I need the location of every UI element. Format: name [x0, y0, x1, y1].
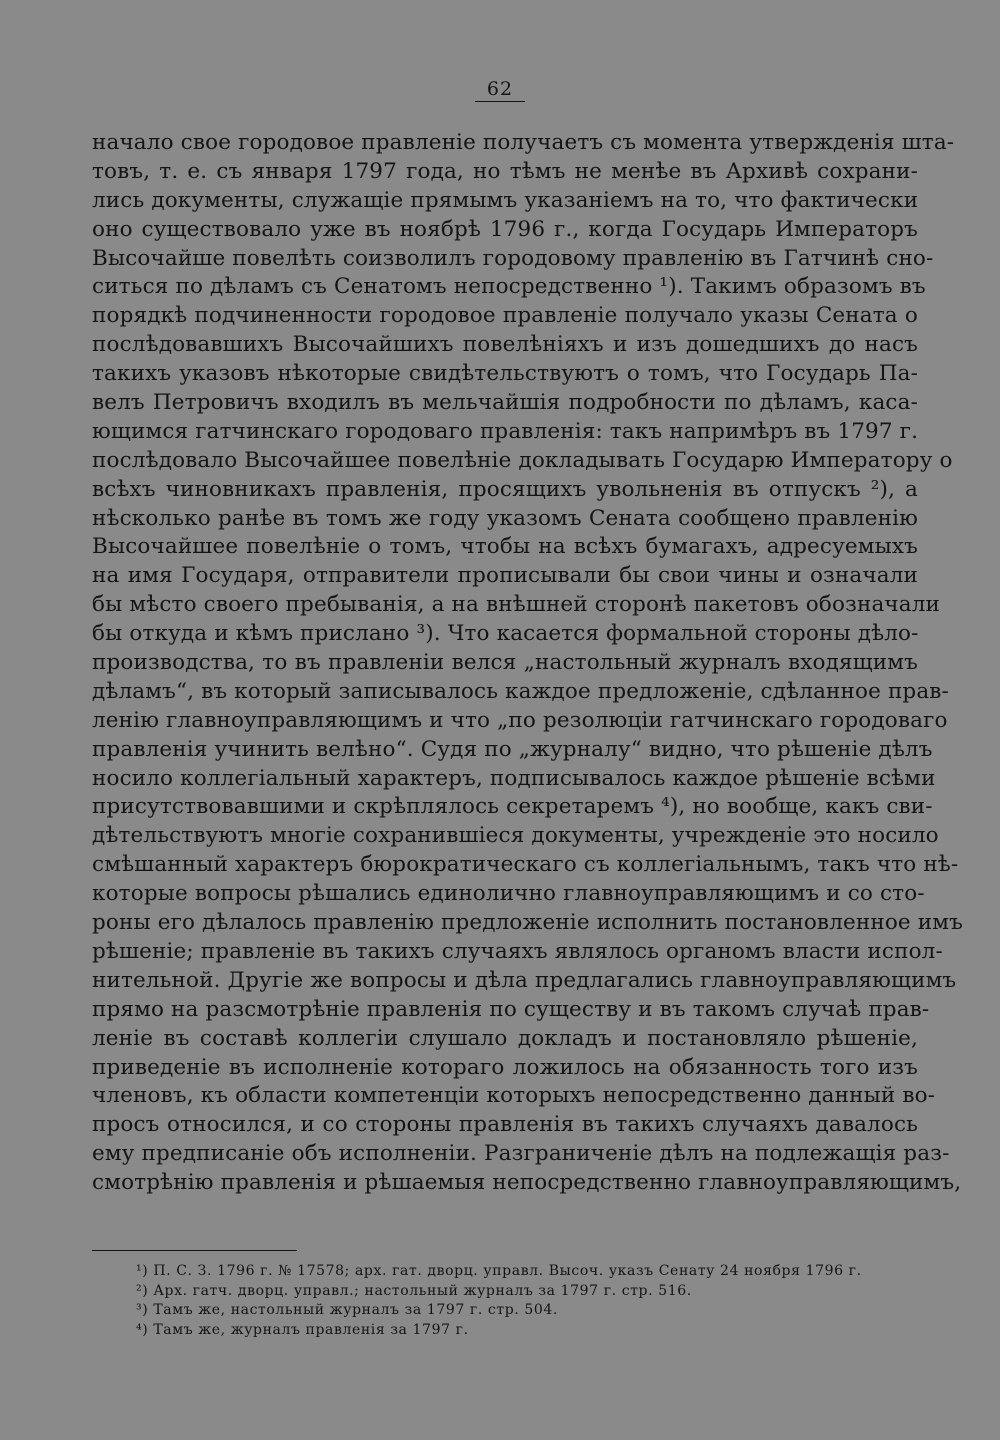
text-line: порядкѣ подчиненности городовое правленіе получало указы Сената о: [92, 303, 918, 329]
text-line: ситься по дѣламъ съ Сенатомъ непосредственно ¹). Такимъ образомъ въ: [92, 274, 926, 300]
text-line: нѣсколько ранѣе въ томъ же году указомъ Сената сообщено правленію: [92, 505, 918, 531]
text-line: смотрѣнію правленія и рѣшаемыя непосредственно главноуправляющимъ,: [92, 1170, 962, 1196]
body-text: [92, 129, 963, 1198]
text-line: Высочайше повелѣть соизволилъ городовому правленію въ Гатчинѣ сно-: [92, 245, 934, 271]
text-line: рѣшеніе; правленіе въ такихъ случаяхъ являлось органомъ власти испол-: [92, 938, 943, 964]
text-line: правленія учинить велѣно“. Судя по „журналу“ видно, что рѣшеніе дѣлъ: [92, 736, 933, 762]
text-line: бы мѣсто своего пребыванія, а на внѣшней сторонѣ пакетовъ обозначали: [92, 592, 941, 618]
text-line: начало свое городовое правленіе получаетъ съ момента утвержденія шта-: [92, 130, 955, 155]
page-number: 62: [0, 78, 1000, 100]
footnote: ³) Тамъ же, настольный журналъ за 1797 г. стр. 504.: [136, 1302, 558, 1318]
text-line: просъ относился, и со стороны правленія въ такихъ случаяхъ давалось: [92, 1112, 918, 1138]
text-line: послѣдовало Высочайшее повелѣніе докладывать Государю Императору о: [92, 447, 953, 473]
text-line: дѣтельствуютъ многіе сохранившіеся документы, учрежденіе это носило: [92, 823, 939, 849]
text-line: ющимся гатчинскаго городоваго правленія: такъ напримѣръ въ 1797 г.: [92, 418, 919, 444]
text-line: велъ Петровичъ входилъ въ мельчайшія подробности по дѣламъ, каса-: [92, 390, 918, 416]
text-line: леніе въ составѣ коллегіи слушало докладъ и постановляло рѣшеніе,: [92, 1025, 918, 1051]
text-line: ленію главноуправляющимъ и что „по резолюціи гатчинскаго городоваго: [92, 707, 948, 733]
text-line: смѣшанный характеръ бюрократическаго съ коллегіальнымъ, такъ что нѣ-: [92, 852, 959, 878]
text-line: всѣхъ чиновникахъ правленія, просящихъ увольненія въ отпускъ ²), а: [92, 476, 918, 502]
text-line: товъ, т. е. съ января 1797 года, но тѣмъ не менѣе въ Архивѣ сохрани-: [92, 158, 918, 184]
text-line: которые вопросы рѣшались единолично главноуправляющимъ и со сто-: [92, 881, 925, 907]
text-line: нительной. Другіе же вопросы и дѣла предлагались главноуправляющимъ: [92, 967, 957, 993]
text-line: лись документы, служащіе прямымъ указаніемъ на то, что фактически: [92, 187, 919, 213]
text-line: носило коллегіальный характеръ, подписывалось каждое рѣшеніе всѣми: [92, 765, 936, 791]
text-line: ему предписаніе объ исполненіи. Разграниченіе дѣлъ на подлежащія раз-: [92, 1141, 950, 1167]
footnotes: [136, 1262, 896, 1340]
text-line: присутствовавшими и скрѣплялось секретаремъ ⁴), но вообще, какъ сви-: [92, 794, 933, 820]
text-line: послѣдовавшихъ Высочайшихъ повелѣніяхъ и изъ дошедшихъ до насъ: [92, 332, 918, 358]
text-line: прямо на разсмотрѣніе правленія по существу и въ такомъ случаѣ прав-: [92, 996, 930, 1022]
text-line: производства, то въ правленіи велся „настольный журналъ входящимъ: [92, 650, 918, 676]
text-line: бы откуда и кѣмъ прислано ³). Что касается формальной стороны дѣло-: [92, 621, 919, 647]
text-line: на имя Государя, отправители прописывали бы свои чины и означали: [92, 563, 918, 589]
text-line: такихъ указовъ нѣкоторые свидѣтельствуютъ о томъ, что Государь Па-: [92, 361, 918, 387]
footnote: ²) Арх. гатч. дворц. управл.; настольный журналъ за 1797 г. стр. 516.: [136, 1282, 692, 1299]
text-line: приведеніе въ исполненіе котораго ложилось на обязанность того изъ: [92, 1054, 918, 1080]
text-line: оно существовало уже въ ноябрѣ 1796 г., когда Государь Императоръ: [92, 216, 918, 242]
footnote: ⁴) Тамъ же, журналъ правленія за 1797 г.: [136, 1321, 469, 1338]
footnote: ¹) П. С. З. 1796 г. № 17578; арх. гат. дворц. управл. Высоч. указъ Сенату 24 ноября 1796 г.: [136, 1263, 862, 1279]
footnote-separator: [92, 1250, 297, 1251]
text-line: членовъ, къ области компетенціи которыхъ непосредственно данный во-: [92, 1083, 936, 1109]
text-line: дѣламъ“, въ который записывалось каждое предложеніе, сдѣланное прав-: [92, 678, 949, 704]
text-line: роны его дѣлалось правленію предложеніе исполнить постановленное имъ: [92, 910, 963, 936]
text-line: Высочайшее повелѣніе о томъ, чтобы на всѣхъ бумагахъ, адресуемыхъ: [92, 534, 918, 560]
